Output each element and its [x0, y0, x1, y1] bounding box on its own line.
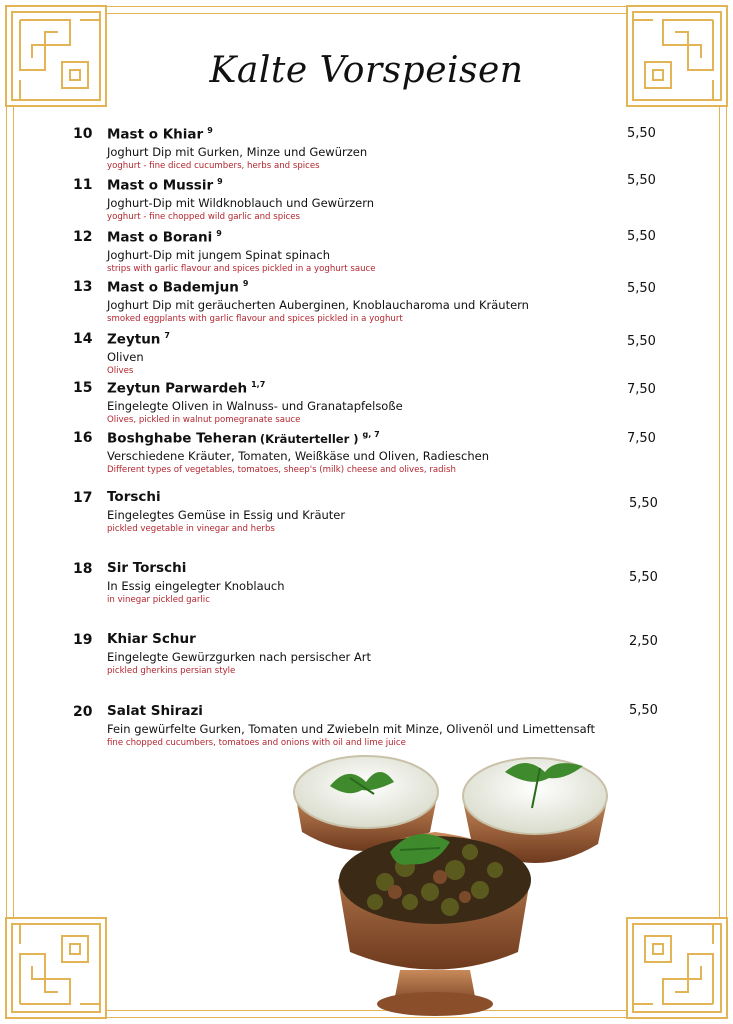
item-price: 5,50 — [629, 496, 658, 511]
menu-item — [0, 489, 733, 535]
item-description-en: Olives — [107, 366, 134, 376]
item-description-en: pickled vegetable in vinegar and herbs — [107, 524, 275, 534]
item-name: Torschi — [107, 489, 161, 505]
item-number: 15 — [73, 380, 93, 396]
item-name: Salat Shirazi — [107, 703, 203, 719]
item-number: 12 — [73, 229, 93, 245]
item-name: Boshghabe Teheran (Kräuterteller ) $^{g, 7}$ — [107, 430, 380, 447]
item-name: Mast o Khiar $^9$ — [107, 126, 213, 143]
item-description-en: yoghurt - fine chopped wild garlic and spices — [107, 212, 301, 222]
item-description-en: yoghurt - fine diced cucumbers, herbs and spices — [107, 161, 320, 171]
item-description-de: Eingelegte Gewürzgurken nach persischer Art — [107, 650, 372, 664]
item-description-de: Joghurt-Dip mit jungem Spinat spinach — [107, 248, 330, 262]
item-price: 2,50 — [629, 634, 658, 649]
item-description-en: smoked eggplants with garlic flavour and spices pickled in a yoghurt — [107, 314, 403, 324]
corner-ornament-bottom-right — [621, 912, 733, 1024]
menu-item — [0, 229, 733, 275]
item-number: 14 — [73, 331, 93, 347]
item-price: 5,50 — [629, 570, 658, 585]
item-number: 19 — [73, 632, 93, 648]
item-description-en: strips with garlic flavour and spices pickled in a yoghurt sauce — [107, 264, 376, 274]
item-description-de: Joghurt-Dip mit Wildknoblauch und Gewürzern — [107, 196, 375, 210]
item-description-en: in vinegar pickled garlic — [107, 595, 210, 605]
menu-item — [0, 380, 733, 426]
allergen-note: 1,7 — [251, 380, 266, 389]
menu-item — [0, 331, 733, 377]
item-number: 10 — [73, 126, 93, 142]
item-description-de: Joghurt Dip mit Gurken, Minze und Gewürzen — [107, 145, 368, 159]
item-description-en: Different types of vegetables, tomatoes, sheep's (milk) cheese and olives, radish — [107, 465, 456, 475]
item-description-de: Fein gewürfelte Gurken, Tomaten und Zwiebeln mit Minze, Olivenöl und Limettensaft — [107, 722, 595, 736]
item-name: Khiar Schur — [107, 631, 196, 647]
item-price: 5,50 — [627, 173, 656, 188]
allergen-note: 9 — [242, 279, 249, 288]
item-name: Mast o Mussir $^9$ — [107, 177, 223, 194]
menu-item — [0, 126, 733, 172]
allergen-note: 9 — [217, 177, 223, 186]
item-description-de: Eingelegtes Gemüse in Essig und Kräuter — [107, 508, 346, 522]
item-number: 20 — [73, 704, 93, 720]
item-number: 18 — [73, 561, 93, 577]
item-description-en: Olives, pickled in walnut pomegranate sauce — [107, 415, 301, 425]
menu-item — [0, 279, 733, 325]
menu-item — [0, 703, 733, 749]
menu-item — [0, 430, 733, 476]
item-description-de: Verschiedene Kräuter, Tomaten, Weißkäse und Oliven, Radieschen — [107, 449, 490, 463]
item-price: 7,50 — [627, 382, 656, 397]
allergen-note: g, 7 — [362, 430, 380, 439]
item-description-en: pickled gherkins persian style — [107, 666, 236, 676]
allergen-note: 9 — [216, 229, 222, 238]
item-description-de: Eingelegte Oliven in Walnuss- und Granatapfelsoße — [107, 399, 403, 413]
item-number: 13 — [73, 279, 93, 295]
item-price: 5,50 — [627, 334, 656, 349]
item-name: Mast o Bademjun $^9$ — [107, 279, 249, 296]
item-description-en: fine chopped cucumbers, tomatoes and onions with oil and lime juice — [107, 738, 406, 748]
item-price: 5,50 — [629, 703, 658, 718]
item-price: 5,50 — [627, 126, 656, 141]
food-photo — [290, 752, 620, 1024]
item-number: 17 — [73, 490, 93, 506]
item-name: Zeytun $^7$ — [107, 331, 170, 348]
item-price: 7,50 — [627, 431, 656, 446]
corner-ornament-bottom-left — [0, 912, 112, 1024]
allergen-note: 9 — [207, 126, 213, 135]
item-description-de: In Essig eingelegter Knoblauch — [107, 579, 285, 593]
item-name: Mast o Borani $^9$ — [107, 229, 222, 246]
menu-item — [0, 631, 733, 677]
item-number: 11 — [73, 177, 93, 193]
item-name: Zeytun Parwardeh $^{1,7}$ — [107, 380, 266, 397]
item-price: 5,50 — [627, 281, 656, 296]
item-description-de: Joghurt Dip mit geräucherten Auberginen, Knoblaucharoma und Kräutern — [107, 298, 529, 312]
menu-item — [0, 173, 733, 223]
item-name-note: (Kräuterteller ) — [259, 431, 359, 446]
allergen-note: 7 — [164, 331, 170, 340]
page-title: Kalte Vorspeisen — [209, 50, 524, 91]
olive-bowl — [338, 832, 531, 1016]
menu-item — [0, 560, 733, 606]
item-number: 16 — [73, 430, 93, 446]
item-price: 5,50 — [627, 229, 656, 244]
item-name: Sir Torschi — [107, 560, 187, 576]
item-description-de: Oliven — [107, 350, 144, 364]
